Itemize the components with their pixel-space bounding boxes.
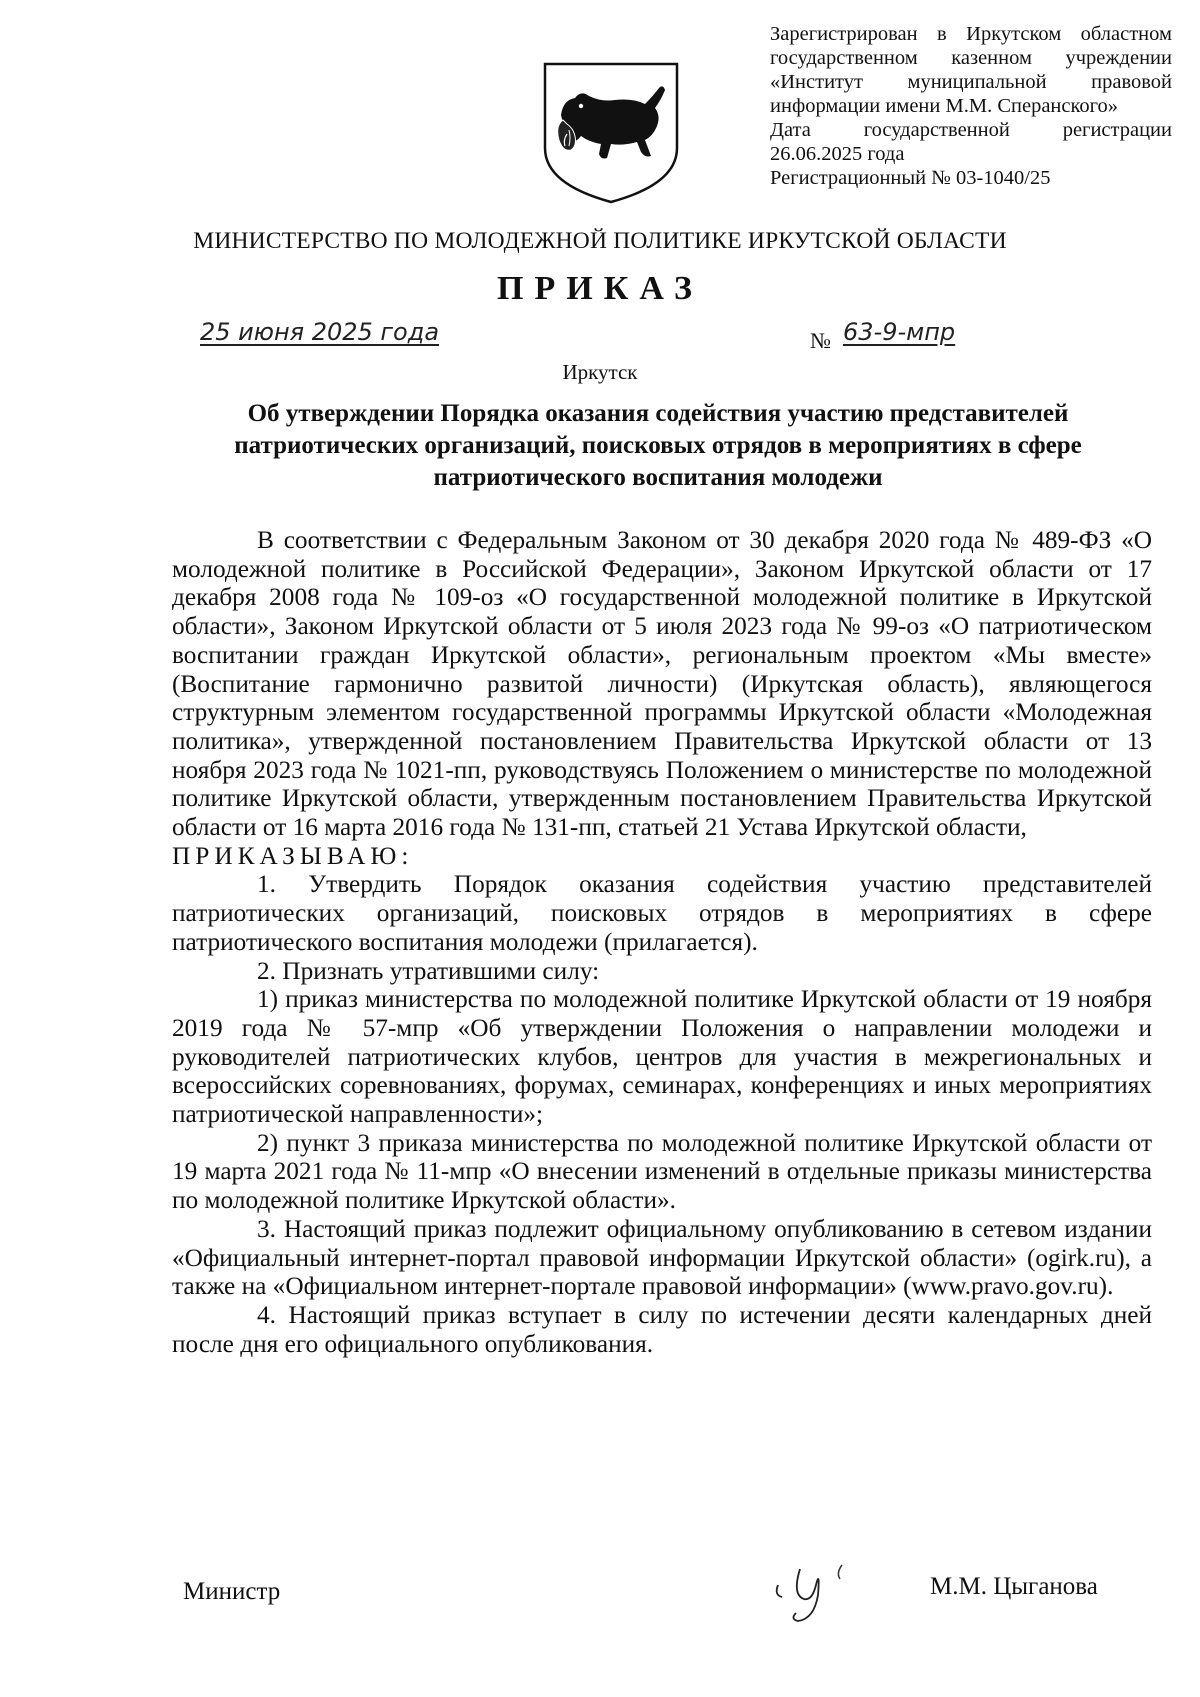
order-date: 25 июня 2025 года — [200, 318, 440, 346]
order-body — [172, 526, 1152, 1358]
order-item-2: 2. Признать утратившими силу: — [257, 956, 600, 985]
order-item-1: 1. Утвердить Порядок оказания содействия участию представителей патриотических организаций, поисковых отрядов в мероприятиях в сфере патриотического воспитания молодежи (прилагается). — [172, 870, 1152, 956]
order-item-2-2: 2) пункт 3 приказа министерства по молодежной политике Иркутской области от 19 марта 2021 года № 11-мпр «О внесении изменений в отдельные приказы министерства по молодежной политике Иркутской области». — [172, 1128, 1152, 1215]
document-title: ПРИКАЗ — [497, 270, 703, 307]
order-item-4: 4. Настоящий приказ вступает в силу по истечении десяти календарных дней после дня его официального опубликования. — [172, 1300, 1152, 1358]
order-item-3: 3. Настоящий приказ подлежит официальному опубликованию в сетевом издании «Официальный интернет-портал правовой информации Иркутской области» (ogirk.ru), а также на «Официальном интернет-портале правовой информации» (www.pravo.gov.ru). — [172, 1214, 1152, 1301]
city: Иркутск — [562, 360, 638, 384]
registration-line: государственном казенном учреждении — [770, 47, 1172, 69]
registration-number: Регистрационный № 03-1040/25 — [770, 167, 1051, 189]
registration-line: «Институт муниципальной правовой — [770, 71, 1172, 93]
registration-line: Дата государственной регистрации — [770, 119, 1172, 141]
registration-line: Зарегистрирован в Иркутском областном — [770, 23, 1172, 45]
order-item-2-1: 1) приказ министерства по молодежной политике Иркутской области от 19 ноября 2019 года № 57-мпр «Об утверждении Положения о направлении молодежи и руководителей патриотических клубов, центров для участия в межрегиональных и всероссийских соревнованиях, форумах, семинарах, конференциях и иных мероприятиях патриотической направленности»; — [172, 985, 1152, 1129]
order-word: ПРИКАЗЫВАЮ: — [172, 841, 414, 870]
registration-date: 26.06.2025 года — [770, 143, 905, 165]
registration-note — [770, 22, 1172, 190]
handwritten-signature — [770, 1555, 880, 1625]
order-number-label: № — [810, 328, 831, 353]
registration-line: информации имени М.М. Сперанского» — [770, 95, 1119, 117]
irkutsk-coat-of-arms-icon — [541, 60, 681, 205]
order-number: 63-9-мпр — [843, 318, 956, 346]
preamble-paragraph: В соответствии с Федеральным Законом от 30 декабря 2020 года № 489-ФЗ «О молодежной политике в Российской Федерации», Законом Иркутской области от 17 декабря 2008 года № 109-оз «О государственной молодежной политике в Иркутской области», Законом Иркутской области от 5 июля 2023 года № 99-оз «О патриотическом воспитании граждан Иркутской области», региональным проектом «Мы вместе» (Воспитание гармонично развитой личности) (Иркутская область), являющегося структурным элементом государственной программы Иркутской области «Молодежная политика», утвержденной постановлением Правительства Иркутской области от 13 ноября 2023 года № 1021-пп, руководствуясь Положением о министерстве по молодежной политике Иркутской области, утвержденным постановлением Правительства Иркутской области от 16 марта 2016 года № 131-пп, статьей 21 Устава Иркутской области, — [172, 526, 1152, 842]
order-heading: Об утверждении Порядка оказания содействия участию представителей патриотических организаций, поисковых отрядов в мероприятиях в сфере патриотического воспитания молодежи — [234, 400, 1082, 491]
signer-position: Министр — [183, 1578, 281, 1605]
signer-name: М.М. Цыганова — [930, 1573, 1098, 1600]
ministry-name: МИНИСТЕРСТВО ПО МОЛОДЕЖНОЙ ПОЛИТИКЕ ИРКУТСКОЙ ОБЛАСТИ — [193, 228, 1007, 254]
